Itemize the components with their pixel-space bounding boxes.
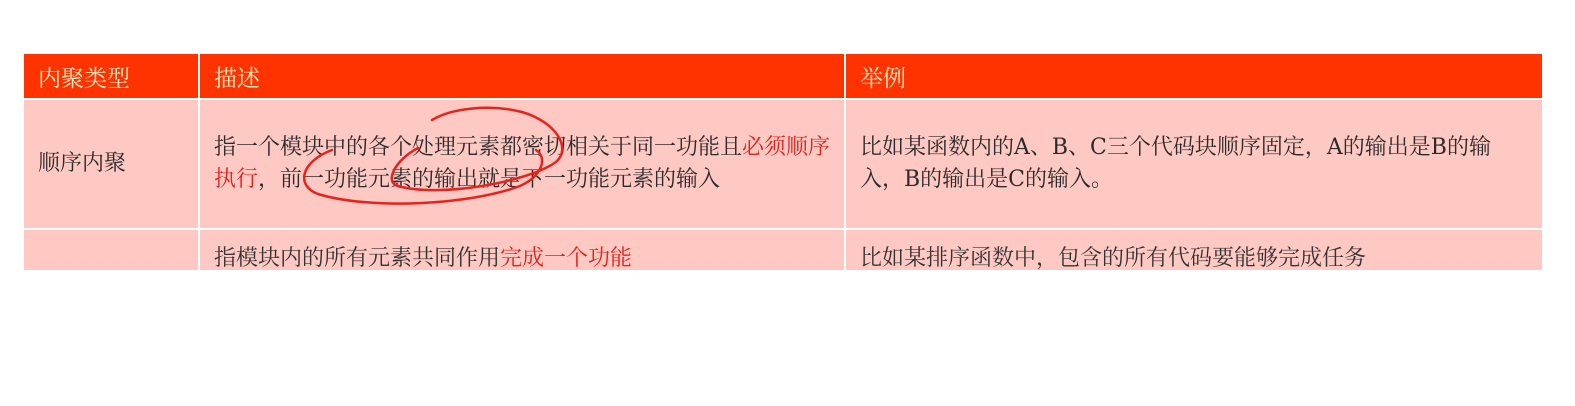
description-highlight: 完成一个功能 — [500, 246, 633, 271]
header-type: 内聚类型 — [23, 53, 199, 99]
table-row — [23, 229, 1543, 271]
example-text: 比如某排序函数中，包含的所有代码要能够完成任务 — [860, 246, 1367, 271]
header-example: 举例 — [845, 53, 1543, 99]
header-description: 描述 — [199, 53, 845, 99]
description-text-end: ，前一功能元素的输出就是下一功能元素的输入 — [258, 167, 721, 192]
cell-description — [199, 229, 845, 271]
description-text: 指一个模块中的各个处理元素都密切相关于同一功能且 — [214, 135, 743, 160]
cell-type: 顺序内聚 — [23, 99, 199, 229]
cell-type — [23, 229, 199, 271]
table-header-row — [23, 53, 1543, 99]
description-text: 指模块内的所有元素共同作用 — [214, 246, 501, 271]
description-highlight: 必须顺序执行 — [214, 135, 831, 192]
cohesion-table — [22, 52, 1544, 272]
cell-example — [845, 229, 1543, 271]
table-row — [23, 99, 1543, 229]
cell-description — [199, 99, 845, 229]
cell-example: 比如某函数内的A、B、C三个代码块顺序固定，A的输出是B的输入，B的输出是C的输入。 — [845, 99, 1543, 229]
